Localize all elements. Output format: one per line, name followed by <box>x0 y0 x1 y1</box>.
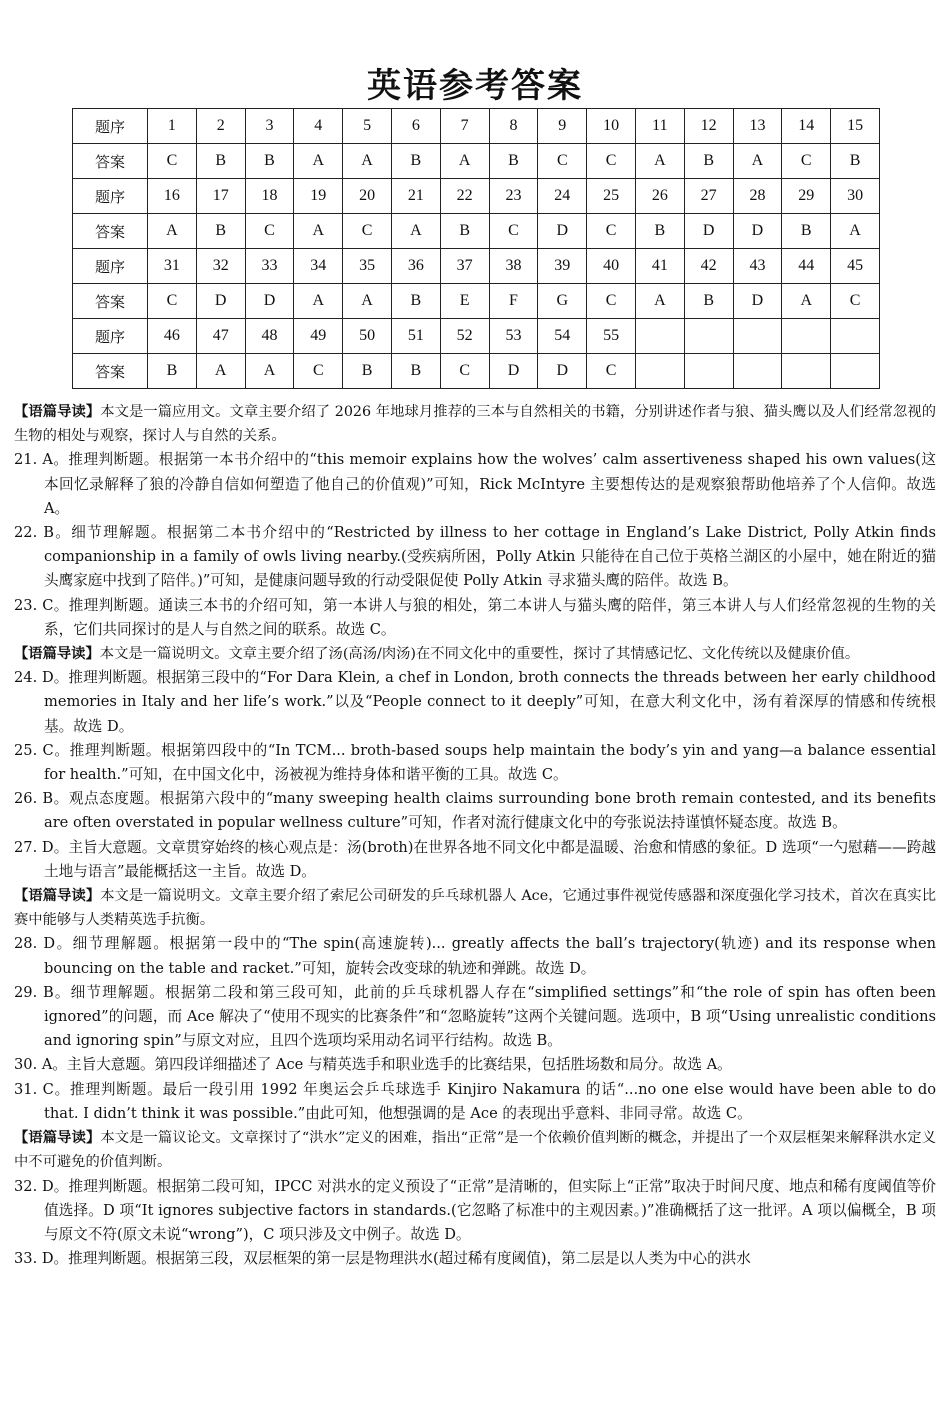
number-cell: 18 <box>245 179 294 214</box>
answer-cell: B <box>196 144 245 179</box>
answer-cell: A <box>148 214 197 249</box>
answer-cell: B <box>684 284 733 319</box>
paragraph-text: 本文是一篇议论文。文章探讨了“洪水”定义的困难，指出“正常”是一个依赖价值判断的概念，并提出了一个双层框架来解释洪水定义中不可避免的价值判断。 <box>14 1130 937 1171</box>
paragraph-text: 24. D。推理判断题。根据第三段中的“For Dara Klein, a chef in London, broth connects the threads between her early childhood memories in Italy and her life’s work.”以及“People connect to it deeply”可知，在意大利文化中，汤有着深厚的情感和传统根基。故选 D。 <box>14 669 936 735</box>
answer-cell: B <box>489 144 538 179</box>
answer-cell: G <box>538 284 587 319</box>
answer-cell: A <box>782 284 831 319</box>
answer-cell: C <box>245 214 294 249</box>
answer-cell: B <box>684 144 733 179</box>
answer-cell: A <box>245 354 294 389</box>
number-cell: 37 <box>440 249 489 284</box>
answer-cell: D <box>538 214 587 249</box>
number-cell <box>782 319 831 354</box>
answer-row-label: 答案 <box>73 284 148 319</box>
number-cell: 28 <box>733 179 782 214</box>
answer-explanation <box>14 1053 936 1077</box>
paragraph-text: 26. B。观点态度题。根据第六段中的“many sweeping health claims surrounding bone broth remain contested, and its benefits are often overstated in popular wellness culture”可知，作者对流行健康文化中的夸张说法持谨慎怀疑态度。故选 B。 <box>14 790 936 832</box>
passage-guide <box>14 642 936 666</box>
answer-cell: B <box>245 144 294 179</box>
number-cell: 53 <box>489 319 538 354</box>
answer-cell <box>733 354 782 389</box>
number-cell: 44 <box>782 249 831 284</box>
answer-row-label: 答案 <box>73 144 148 179</box>
number-cell: 48 <box>245 319 294 354</box>
number-cell: 55 <box>587 319 636 354</box>
answer-cell: C <box>343 214 392 249</box>
number-cell: 31 <box>148 249 197 284</box>
answer-cell <box>684 354 733 389</box>
number-row <box>73 179 880 214</box>
answer-cell: A <box>294 144 343 179</box>
paragraph-text: 22. B。细节理解题。根据第二本书介绍中的“Restricted by illness to her cottage in England’s Lake District, Polly Atkin finds companionship in a family of owls living nearby.(受疾病所困，Polly Atkin 只能待在自己位于英格兰湖区的小屋中，她在附近的猫头鹰家庭中找到了陪伴。)”可知，是健康问题导致的行动受限促使 Polly Atkin 寻求猫头鹰的陪伴。故选 B。 <box>14 524 936 590</box>
passage-guide-label: 【语篇导读】 <box>14 646 100 663</box>
number-cell: 39 <box>538 249 587 284</box>
paragraph-text: 23. C。推理判断题。通读三本书的介绍可知，第一本讲人与狼的相处，第二本讲人与猫头鹰的陪伴，第三本讲人与人们经常忽视的生物的关系，它们共同探讨的是人与自然之间的联系。故选 C。 <box>14 596 936 638</box>
number-cell: 33 <box>245 249 294 284</box>
answer-row <box>73 284 880 319</box>
answer-cell <box>635 354 684 389</box>
number-cell: 32 <box>196 249 245 284</box>
number-cell: 26 <box>635 179 684 214</box>
answer-cell: A <box>343 284 392 319</box>
answer-cell: C <box>489 214 538 249</box>
paragraph-text: 28. D。细节理解题。根据第一段中的“The spin(高速旋转)... greatly affects the ball’s trajectory(轨迹) and its response when bouncing on the table and racket.”可知，旋转会改变球的轨迹和弹跳。故选 D。 <box>14 935 936 977</box>
answer-cell: C <box>587 144 636 179</box>
explanation-body <box>14 400 936 1271</box>
passage-guide-label: 【语篇导读】 <box>14 1130 101 1147</box>
number-cell: 30 <box>831 179 880 214</box>
number-row-label: 题序 <box>73 179 148 214</box>
paragraph-text: 29. B。细节理解题。根据第二段和第三段可知，此前的乒乓球机器人存在“simplified settings”和“the role of spin has often been ignored”的问题，而 Ace 解决了“使用不现实的比赛条件”和“忽略旋转”这两个关键问题。选项中，B 项“Using unrealistic conditions and ignoring spin”与原文对应，且四个选项均采用动名词平行结构。故选 B。 <box>14 983 936 1050</box>
number-cell: 50 <box>343 319 392 354</box>
number-row-label: 题序 <box>73 109 148 144</box>
answer-explanation <box>14 981 936 1054</box>
paragraph-text: 21. A。推理判断题。根据第一本书介绍中的“this memoir explains how the wolves’ calm assertiveness shaped his own values(这本回忆录解释了狼的冷静自信如何塑造了他自己的价值观)”可知，Rick McIntyre 主要想传达的是观察狼帮助他培养了个人信仰。故选 A。 <box>14 451 936 517</box>
number-cell: 7 <box>440 109 489 144</box>
passage-guide <box>14 1126 936 1174</box>
number-cell: 49 <box>294 319 343 354</box>
answer-cell: C <box>587 284 636 319</box>
answer-cell: D <box>196 284 245 319</box>
answer-cell: D <box>489 354 538 389</box>
number-row <box>73 249 880 284</box>
paragraph-text: 本文是一篇应用文。文章主要介绍了 2026 年地球月推荐的三本与自然相关的书籍，分别讲述作者与狼、猫头鹰以及人们经常忽视的生物的相处与观察，探讨人与自然的关系。 <box>14 404 937 445</box>
answer-explanation <box>14 1078 936 1126</box>
answer-cell: A <box>440 144 489 179</box>
number-row-label: 题序 <box>73 319 148 354</box>
answer-cell: B <box>148 354 197 389</box>
answer-cell: D <box>538 354 587 389</box>
answer-explanation <box>14 1247 936 1271</box>
answer-cell: C <box>587 354 636 389</box>
answer-cell: D <box>733 284 782 319</box>
answer-cell: B <box>391 284 440 319</box>
number-cell: 3 <box>245 109 294 144</box>
answer-cell: F <box>489 284 538 319</box>
answer-explanation <box>14 594 936 642</box>
answer-cell: C <box>294 354 343 389</box>
answer-cell: B <box>831 144 880 179</box>
answer-cell: C <box>440 354 489 389</box>
number-cell: 36 <box>391 249 440 284</box>
number-cell: 12 <box>684 109 733 144</box>
number-cell: 22 <box>440 179 489 214</box>
answer-cell: B <box>196 214 245 249</box>
number-cell: 9 <box>538 109 587 144</box>
number-cell: 41 <box>635 249 684 284</box>
answer-cell: B <box>391 144 440 179</box>
paragraph-text: 本文是一篇说明文。文章主要介绍了汤(高汤/肉汤)在不同文化中的重要性，探讨了其情感记忆、文化传统以及健康价值。 <box>99 646 860 663</box>
answer-row <box>73 354 880 389</box>
number-cell: 47 <box>196 319 245 354</box>
number-cell: 17 <box>196 179 245 214</box>
answer-explanation <box>14 666 936 739</box>
number-cell: 4 <box>294 109 343 144</box>
answer-cell <box>782 354 831 389</box>
answer-cell: C <box>148 284 197 319</box>
number-cell: 52 <box>440 319 489 354</box>
answer-cell: A <box>196 354 245 389</box>
number-cell: 23 <box>489 179 538 214</box>
number-cell <box>831 319 880 354</box>
number-cell: 15 <box>831 109 880 144</box>
number-cell: 34 <box>294 249 343 284</box>
number-row <box>73 319 880 354</box>
number-cell: 46 <box>148 319 197 354</box>
answer-explanation <box>14 836 936 884</box>
number-cell: 21 <box>391 179 440 214</box>
answer-cell: E <box>440 284 489 319</box>
answer-row <box>73 214 880 249</box>
paragraph-text: 25. C。推理判断题。根据第四段中的“In TCM... broth-based soups help maintain the body’s yin and yang—a balance essential for health.”可知，在中国文化中，汤被视为维持身体和谐平衡的工具。故选 C。 <box>14 741 936 784</box>
answer-explanation <box>14 739 936 787</box>
number-cell: 19 <box>294 179 343 214</box>
answer-key-table <box>72 108 880 389</box>
answer-cell: D <box>684 214 733 249</box>
number-cell <box>635 319 684 354</box>
answer-row-label: 答案 <box>73 354 148 389</box>
paragraph-text: 本文是一篇说明文。文章主要介绍了索尼公司研发的乒乓球机器人 Ace，它通过事件视觉传感器和深度强化学习技术，首次在真实比赛中能够与人类精英选手抗衡。 <box>14 888 936 929</box>
answer-cell: A <box>831 214 880 249</box>
page-title: 英语参考答案 <box>367 66 583 106</box>
number-cell: 27 <box>684 179 733 214</box>
answer-cell: C <box>587 214 636 249</box>
answer-cell: C <box>782 144 831 179</box>
answer-explanation <box>14 932 936 980</box>
answer-row <box>73 144 880 179</box>
answer-cell: C <box>538 144 587 179</box>
number-cell: 8 <box>489 109 538 144</box>
paragraph-text: 33. D。推理判断题。根据第三段，双层框架的第一层是物理洪水(超过稀有度阈值)，第二层是以人类为中心的洪水 <box>14 1250 751 1268</box>
answer-row-label: 答案 <box>73 214 148 249</box>
number-cell: 24 <box>538 179 587 214</box>
number-cell <box>684 319 733 354</box>
answer-cell: B <box>343 354 392 389</box>
number-cell: 43 <box>733 249 782 284</box>
answer-cell: A <box>343 144 392 179</box>
answer-explanation <box>14 521 936 594</box>
answer-cell: B <box>782 214 831 249</box>
answer-cell: C <box>148 144 197 179</box>
number-row-label: 题序 <box>73 249 148 284</box>
answer-explanation <box>14 448 936 521</box>
number-cell: 45 <box>831 249 880 284</box>
answer-explanation <box>14 787 936 835</box>
number-cell: 13 <box>733 109 782 144</box>
passage-guide-label: 【语篇导读】 <box>14 404 101 420</box>
answer-cell: B <box>391 354 440 389</box>
answer-cell: A <box>635 284 684 319</box>
answer-cell: B <box>635 214 684 249</box>
paragraph-text: 30. A。主旨大意题。第四段详细描述了 Ace 与精英选手和职业选手的比赛结果，包括胜场数和局分。故选 A。 <box>14 1056 732 1074</box>
number-cell: 38 <box>489 249 538 284</box>
number-cell: 42 <box>684 249 733 284</box>
passage-guide <box>14 400 936 448</box>
answer-cell: D <box>245 284 294 319</box>
number-cell <box>733 319 782 354</box>
number-cell: 11 <box>635 109 684 144</box>
answer-cell: A <box>635 144 684 179</box>
number-cell: 2 <box>196 109 245 144</box>
page-cutoff <box>0 1396 950 1412</box>
answer-cell: A <box>733 144 782 179</box>
number-cell: 5 <box>343 109 392 144</box>
answer-cell: A <box>294 284 343 319</box>
number-cell: 6 <box>391 109 440 144</box>
number-cell: 51 <box>391 319 440 354</box>
answer-cell <box>831 354 880 389</box>
answer-explanation <box>14 1175 936 1248</box>
number-cell: 1 <box>148 109 197 144</box>
number-cell: 35 <box>343 249 392 284</box>
answer-cell: A <box>391 214 440 249</box>
answer-cell: A <box>294 214 343 249</box>
number-cell: 14 <box>782 109 831 144</box>
number-cell: 16 <box>148 179 197 214</box>
answer-cell: B <box>440 214 489 249</box>
passage-guide-label: 【语篇导读】 <box>14 888 101 905</box>
number-cell: 54 <box>538 319 587 354</box>
number-cell: 29 <box>782 179 831 214</box>
number-cell: 20 <box>343 179 392 214</box>
paragraph-text: 27. D。主旨大意题。文章贯穿始终的核心观点是：汤(broth)在世界各地不同文化中都是温暖、治愈和情感的象征。D 选项“一勺慰藉——跨越土地与语言”最能概括这一主旨。故选 D。 <box>14 838 936 880</box>
number-cell: 10 <box>587 109 636 144</box>
passage-guide <box>14 884 936 932</box>
answer-cell: D <box>733 214 782 249</box>
number-cell: 25 <box>587 179 636 214</box>
answer-cell: C <box>831 284 880 319</box>
number-cell: 40 <box>587 249 636 284</box>
paragraph-text: 31. C。推理判断题。最后一段引用 1992 年奥运会乒乓球选手 Kinjiro Nakamura 的话“...no one else would have been able to do that. I didn’t think it was possible.”由此可知，他想强调的是 Ace 的表现出乎意料、非同寻常。故选 C。 <box>14 1080 936 1122</box>
paragraph-text: 32. D。推理判断题。根据第二段可知，IPCC 对洪水的定义预设了“正常”是清晰的，但实际上“正常”取决于时间尺度、地点和稀有度阈值等价值选择。D 项“It ignores subjective factors in standards.(它忽略了标准中的主观因素。)”准确概括了这一批评。A 项以偏概全，B 项与原文不符(原文未说“wrong”)，C 项只涉及文中例子。故选 D。 <box>14 1177 936 1243</box>
number-row <box>73 109 880 144</box>
